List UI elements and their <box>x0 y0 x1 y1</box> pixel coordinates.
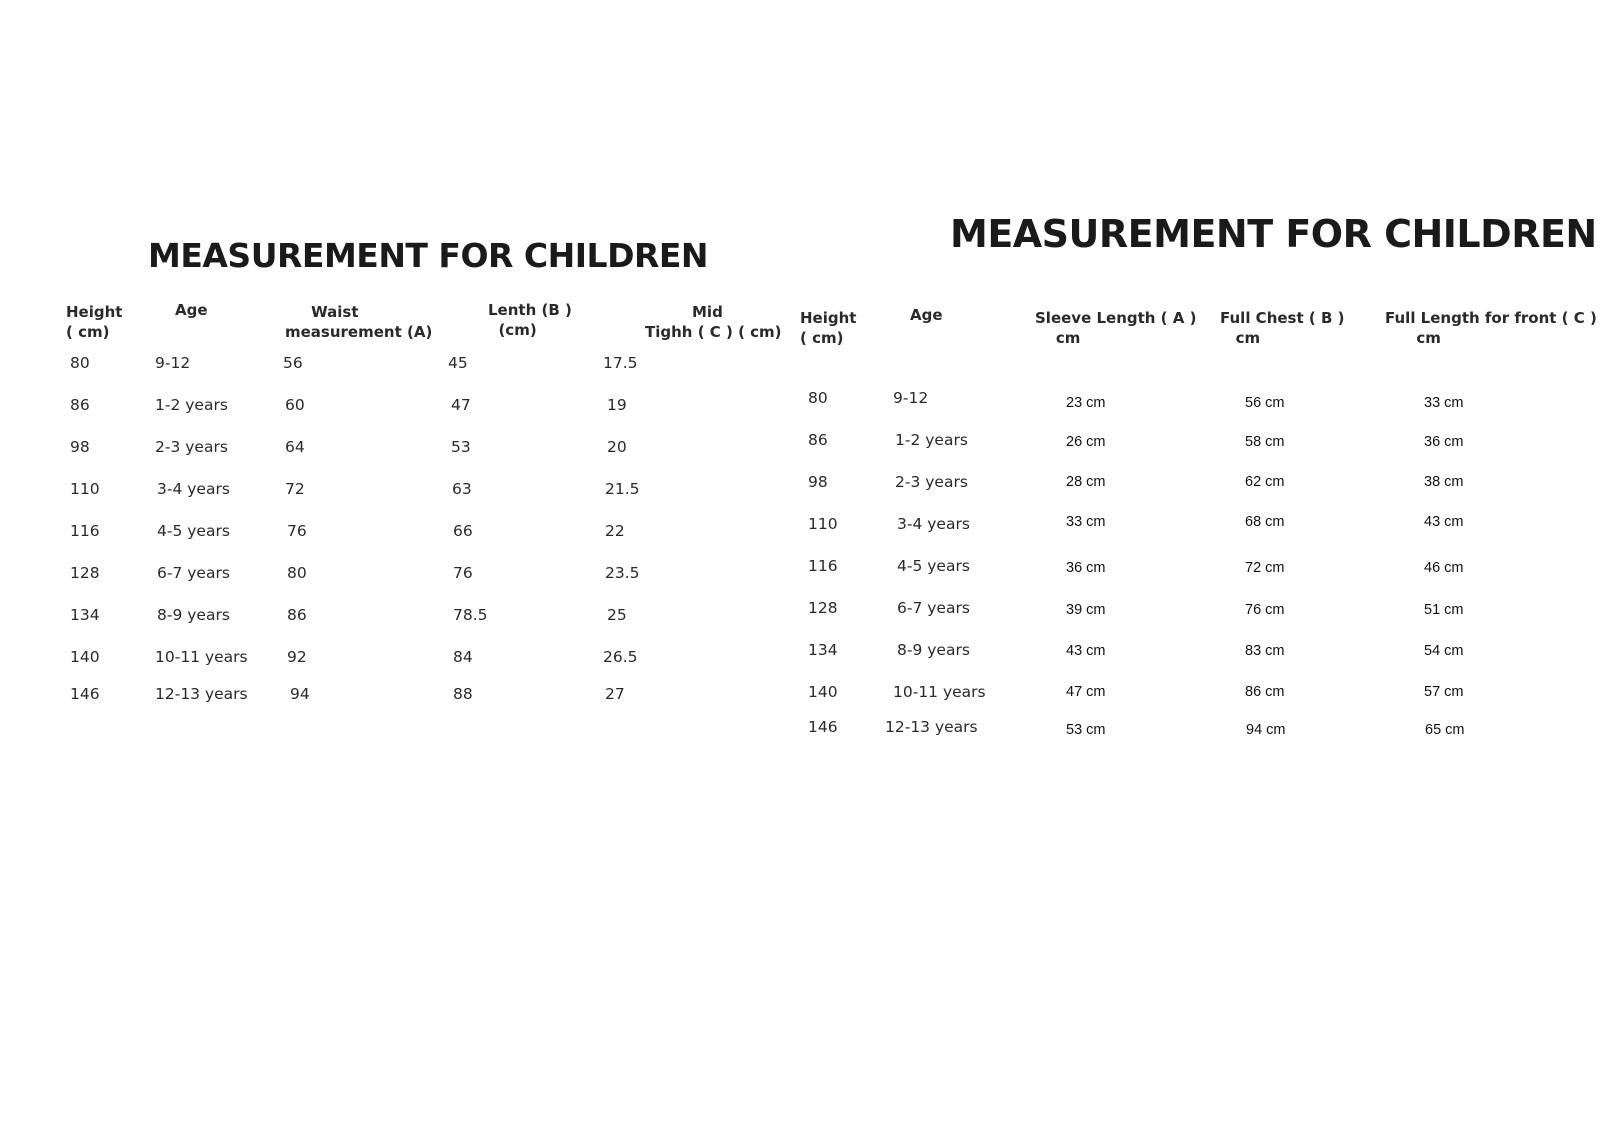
table-row <box>0 353 1600 375</box>
cell-height: 146 <box>808 718 838 736</box>
cell-height: 116 <box>70 522 100 540</box>
cell-length: 88 <box>453 685 473 703</box>
cell-age: 1-2 years <box>155 396 228 414</box>
cell-chest: 94 cm <box>1246 722 1286 738</box>
table-row <box>0 430 1600 452</box>
table-row <box>0 556 1600 578</box>
cell-age: 10-11 years <box>893 683 986 701</box>
cell-height: 140 <box>70 648 100 666</box>
cell-waist: 86 <box>287 606 307 624</box>
cell-mid-thigh: 17.5 <box>603 354 638 372</box>
cell-height: 110 <box>808 515 838 533</box>
cell-height: 98 <box>70 438 90 456</box>
cell-age: 8-9 years <box>157 606 230 624</box>
cell-chest: 56 cm <box>1245 395 1285 411</box>
cell-sleeve: 36 cm <box>1066 560 1106 576</box>
cell-age: 3-4 years <box>897 515 970 533</box>
cell-height: 128 <box>808 599 838 617</box>
cell-full-length: 46 cm <box>1424 560 1464 576</box>
cell-height: 98 <box>808 473 828 491</box>
cell-chest: 72 cm <box>1245 560 1285 576</box>
cell-length: 76 <box>453 564 473 582</box>
table-row <box>0 598 1600 620</box>
cell-mid-thigh: 25 <box>607 606 627 624</box>
cell-full-length: 33 cm <box>1424 395 1464 411</box>
cell-chest: 62 cm <box>1245 474 1285 490</box>
cell-sleeve: 43 cm <box>1066 643 1106 659</box>
cell-age: 9-12 <box>893 389 929 407</box>
cell-length: 53 <box>451 438 471 456</box>
cell-sleeve: 26 cm <box>1066 434 1106 450</box>
right-table-title: MEASUREMENT FOR CHILDREN <box>950 212 1597 256</box>
cell-height: 80 <box>808 389 828 407</box>
left-header-mid-thigh: Mid Tighh ( C ) ( cm) <box>645 303 782 341</box>
cell-full-length: 43 cm <box>1424 514 1464 530</box>
right-header-sleeve: Sleeve Length ( A ) cm <box>1035 309 1197 347</box>
left-header-height: Height ( cm) <box>66 303 123 341</box>
cell-age: 1-2 years <box>895 431 968 449</box>
cell-length: 78.5 <box>453 606 488 624</box>
right-header-chest: Full Chest ( B ) cm <box>1220 309 1345 347</box>
cell-age: 4-5 years <box>897 557 970 575</box>
right-header-age: Age <box>910 306 943 324</box>
cell-full-length: 65 cm <box>1425 722 1465 738</box>
table-row <box>0 682 1600 704</box>
table-row <box>0 514 1600 536</box>
cell-age: 2-3 years <box>895 473 968 491</box>
cell-height: 146 <box>70 685 100 703</box>
cell-length: 47 <box>451 396 471 414</box>
cell-chest: 68 cm <box>1245 514 1285 530</box>
cell-full-length: 57 cm <box>1424 684 1464 700</box>
cell-age: 8-9 years <box>897 641 970 659</box>
cell-length: 66 <box>453 522 473 540</box>
cell-height: 116 <box>808 557 838 575</box>
right-header-full-length: Full Length for front ( C ) cm <box>1385 309 1597 347</box>
table-row <box>0 640 1600 662</box>
cell-mid-thigh: 20 <box>607 438 627 456</box>
cell-length: 84 <box>453 648 473 666</box>
cell-mid-thigh: 21.5 <box>605 480 640 498</box>
right-header-height: Height ( cm) <box>800 309 857 347</box>
cell-chest: 86 cm <box>1245 684 1285 700</box>
cell-age: 9-12 <box>155 354 191 372</box>
cell-full-length: 51 cm <box>1424 602 1464 618</box>
cell-sleeve: 23 cm <box>1066 395 1106 411</box>
cell-sleeve: 28 cm <box>1066 474 1106 490</box>
cell-mid-thigh: 22 <box>605 522 625 540</box>
cell-age: 3-4 years <box>157 480 230 498</box>
cell-waist: 72 <box>285 480 305 498</box>
cell-waist: 56 <box>283 354 303 372</box>
cell-full-length: 38 cm <box>1424 474 1464 490</box>
cell-waist: 64 <box>285 438 305 456</box>
cell-height: 86 <box>70 396 90 414</box>
table-row <box>0 472 1600 494</box>
cell-sleeve: 53 cm <box>1066 722 1106 738</box>
cell-height: 86 <box>808 431 828 449</box>
table-row <box>0 388 1600 410</box>
cell-age: 6-7 years <box>897 599 970 617</box>
cell-sleeve: 47 cm <box>1066 684 1106 700</box>
cell-age: 10-11 years <box>155 648 248 666</box>
cell-age: 6-7 years <box>157 564 230 582</box>
cell-mid-thigh: 19 <box>607 396 627 414</box>
cell-height: 80 <box>70 354 90 372</box>
cell-waist: 60 <box>285 396 305 414</box>
cell-sleeve: 33 cm <box>1066 514 1106 530</box>
cell-height: 134 <box>70 606 100 624</box>
cell-age: 12-13 years <box>155 685 248 703</box>
cell-chest: 76 cm <box>1245 602 1285 618</box>
cell-waist: 80 <box>287 564 307 582</box>
cell-full-length: 54 cm <box>1424 643 1464 659</box>
cell-mid-thigh: 27 <box>605 685 625 703</box>
left-header-waist: Waist measurement (A) <box>285 303 433 341</box>
cell-age: 4-5 years <box>157 522 230 540</box>
cell-sleeve: 39 cm <box>1066 602 1106 618</box>
cell-waist: 94 <box>290 685 310 703</box>
cell-length: 45 <box>448 354 468 372</box>
cell-waist: 76 <box>287 522 307 540</box>
left-header-age: Age <box>175 301 208 319</box>
cell-height: 140 <box>808 683 838 701</box>
cell-chest: 83 cm <box>1245 643 1285 659</box>
left-header-length: Lenth (B ) (cm) <box>488 301 572 339</box>
cell-mid-thigh: 23.5 <box>605 564 640 582</box>
left-table-title: MEASUREMENT FOR CHILDREN <box>148 236 709 275</box>
cell-mid-thigh: 26.5 <box>603 648 638 666</box>
cell-length: 63 <box>452 480 472 498</box>
table-row <box>0 717 1600 739</box>
cell-height: 128 <box>70 564 100 582</box>
cell-height: 134 <box>808 641 838 659</box>
cell-waist: 92 <box>287 648 307 666</box>
cell-age: 2-3 years <box>155 438 228 456</box>
cell-chest: 58 cm <box>1245 434 1285 450</box>
cell-full-length: 36 cm <box>1424 434 1464 450</box>
cell-age: 12-13 years <box>885 718 978 736</box>
cell-height: 110 <box>70 480 100 498</box>
